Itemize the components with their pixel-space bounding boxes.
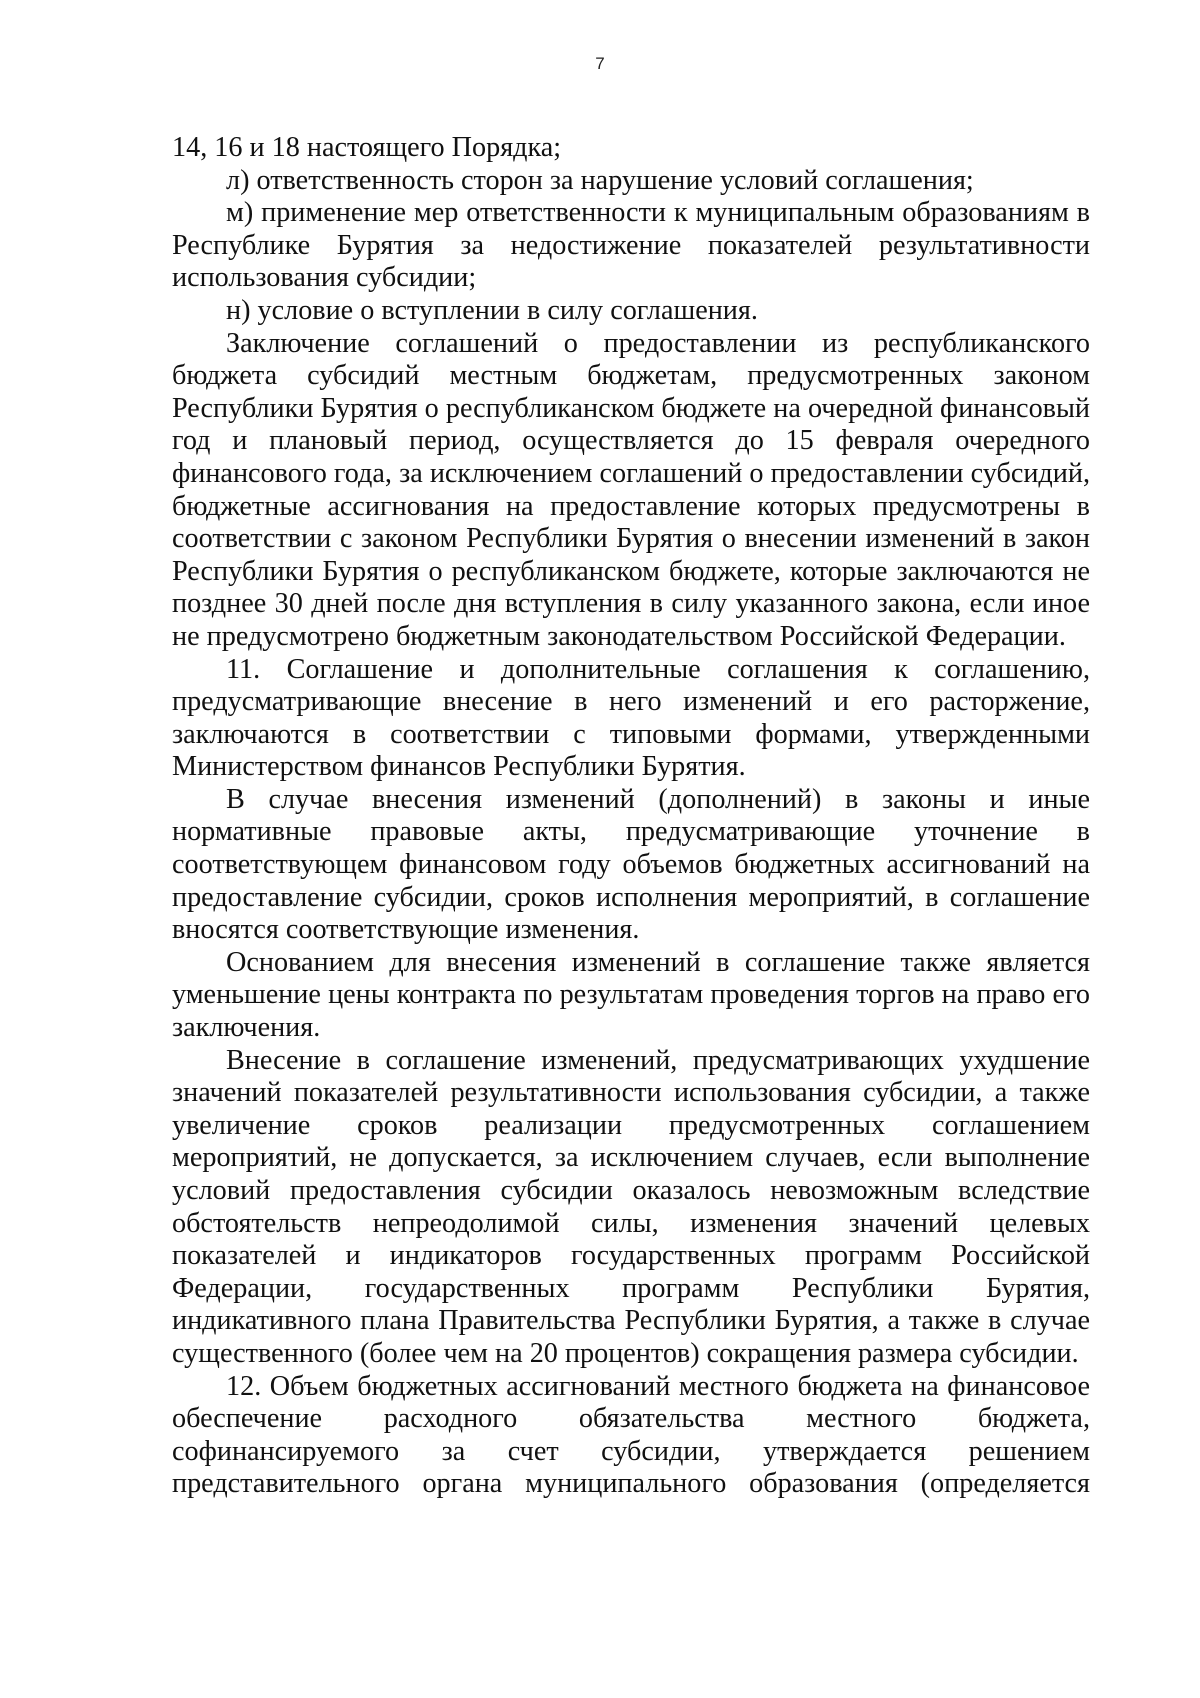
paragraph-contract-price: Основанием для внесения изменений в соглашение также является уменьшение цены контракта по результатам проведения торгов на право его заключения.	[172, 946, 1090, 1044]
paragraph-clause-12: 12. Объем бюджетных ассигнований местного бюджета на финансовое обеспечение расходного обязательства местного бюджета, софинансируемого за счет субсидии, утверждается решением представительного органа муниципального образования (определяется	[172, 1370, 1090, 1500]
paragraph-amendments: В случае внесения изменений (дополнений) в законы и иные нормативные правовые акты, предусматривающие уточнение в соответствующем финансовом году объемов бюджетных ассигнований на предоставление субсидии, сроков исполнения мероприятий, в соглашение вносятся соответствующие изменения.	[172, 783, 1090, 946]
paragraph-item-m: м) применение мер ответственности к муниципальным образованиям в Республике Бурятия за недостижение показателей результативности использования субсидии;	[172, 197, 1090, 294]
document-body	[172, 132, 1090, 1501]
paragraph-continuation: 14, 16 и 18 настоящего Порядка;	[172, 132, 562, 163]
page-number: 7	[595, 54, 605, 73]
paragraph-item-n: н) условие о вступлении в силу соглашения.	[226, 294, 758, 326]
paragraph-deterioration: Внесение в соглашение изменений, предусматривающих ухудшение значений показателей результативности использования субсидии, а также увеличение сроков реализации предусмотренных соглашением мероприятий, не допускается, за исключением случаев, если выполнение условий предоставления субсидии оказалось невозможным вследствие обстоятельств непреодолимой силы, изменения значений целевых показателей и индикаторов государственных программ Российской Федерации, государственных программ Республики Бурятия, индикативного плана Правительства Республики Бурятия, а также в случае существенного (более чем на 20 процентов) сокращения размера субсидии.	[172, 1044, 1090, 1369]
paragraph-agreement-conclusion: Заключение соглашений о предоставлении из республиканского бюджета субсидий местным бюджетам, предусмотренных законом Республики Бурятия о республиканском бюджете на очередной финансовый год и плановый период, осуществляется до 15 февраля очередного финансового года, за исключением соглашений о предоставлении субсидий, бюджетные ассигнования на предоставление которых предусмотрены в соответствии с законом Республики Бурятия о внесении изменений в закон Республики Бурятия о республиканском бюджете, которые заключаются не позднее 30 дней после дня вступления в силу указанного закона, если иное не предусмотрено бюджетным законодательством Российской Федерации.	[172, 327, 1090, 652]
paragraph-item-l: л) ответственность сторон за нарушение условий соглашения;	[226, 164, 974, 196]
paragraph-clause-11: 11. Соглашение и дополнительные соглашения к соглашению, предусматривающие внесение в него изменений и его расторжение, заключаются в соответствии с типовыми формами, утвержденными Министерством финансов Республики Бурятия.	[172, 653, 1090, 783]
